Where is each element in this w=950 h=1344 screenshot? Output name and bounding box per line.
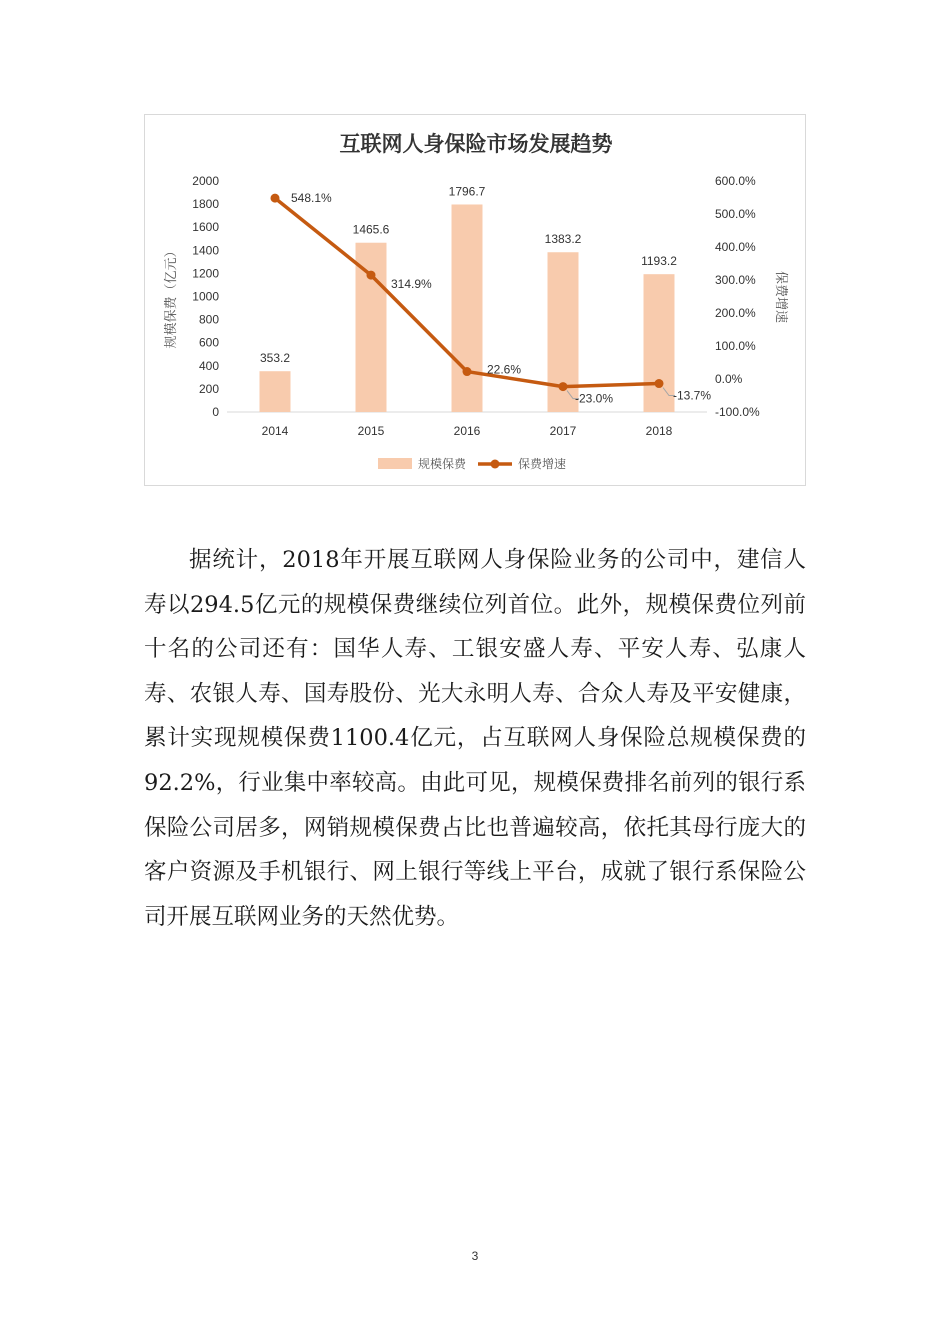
y2-tick-label: 100.0% — [715, 339, 756, 353]
legend-line-marker — [491, 460, 500, 469]
line-data-label: -13.7% — [673, 388, 712, 403]
line-data-label: 22.6% — [487, 362, 522, 377]
y-tick-label: 400 — [198, 358, 219, 373]
bar-data-label: 353.2 — [259, 351, 291, 366]
bar-data-label: 1193.2 — [641, 254, 677, 269]
y2-tick-label: 0.0% — [715, 372, 743, 386]
legend-bar-swatch — [378, 458, 412, 469]
x-tick-label: 2016 — [453, 424, 481, 438]
y-tick-label: 1200 — [192, 266, 219, 281]
chart-container — [144, 114, 806, 486]
growth-marker — [367, 271, 376, 280]
y-tick-label: 2000 — [192, 174, 219, 188]
bar — [644, 274, 675, 412]
y2-tick-label: 600.0% — [715, 174, 756, 188]
y2-tick-label: 400.0% — [715, 240, 756, 254]
body-paragraph: 据统计，2018年开展互联网人身保险业务的公司中，建信人寿以294.5亿元的规模保费继续位列首位。此外，规模保费位列前十名的公司还有：国华人寿、工银安盛人寿、平安人寿、弘康人寿、农银人寿、国寿股份、光大永明人寿、合众人寿及平安健康，累计实现规模保费1100.4亿元，占互联网人身保险总规模保费的92.2%，行业集中率较高。由此可见，规模保费排名前列的银行系保险公司居多，网销规模保费占比也普遍较高，依托其母行庞大的客户资源及手机银行、网上银行等线上平台，成就了银行系保险公司开展互联网业务的天然优势。 — [144, 547, 806, 930]
x-tick-label: 2014 — [261, 424, 289, 438]
line-data-label: -23.0% — [575, 391, 614, 406]
x-tick-label: 2017 — [549, 424, 577, 438]
y2-tick-label: 300.0% — [715, 273, 756, 287]
bar-data-label: 1383.2 — [544, 232, 582, 247]
chart-title: 互联网人身保险市场发展趋势 — [339, 132, 613, 156]
x-tick-label: 2015 — [357, 424, 385, 438]
legend-line-label: 保费增速 — [518, 457, 567, 471]
y-tick-label: 200 — [198, 381, 219, 396]
growth-marker — [463, 367, 472, 376]
y2-tick-label: 200.0% — [715, 306, 756, 320]
y2-tick-label: -100.0% — [715, 405, 760, 419]
bar-data-label: 1796.7 — [448, 184, 486, 199]
bar — [260, 371, 291, 412]
growth-marker — [559, 382, 568, 391]
growth-marker — [271, 194, 280, 203]
y-axis-title: 规模保费（亿元） — [164, 244, 179, 349]
legend-bar-label: 规模保费 — [418, 457, 467, 471]
y2-axis-title: 保费增速 — [773, 270, 788, 324]
page-number: 3 — [471, 1249, 479, 1263]
x-tick-label: 2018 — [645, 424, 673, 438]
growth-marker — [655, 379, 664, 388]
y2-tick-label: 500.0% — [715, 207, 756, 221]
y-tick-label: 1800 — [192, 197, 219, 212]
y-tick-label: 0 — [212, 405, 219, 419]
bar — [452, 204, 483, 412]
line-data-label: 548.1% — [291, 191, 332, 206]
combo-chart — [145, 115, 807, 487]
y-tick-label: 1000 — [192, 289, 219, 304]
line-data-label: 314.9% — [391, 277, 432, 292]
y-tick-label: 1600 — [192, 220, 219, 235]
y-tick-label: 800 — [198, 312, 219, 327]
y-tick-label: 600 — [198, 335, 219, 350]
bar-data-label: 1465.6 — [352, 222, 390, 237]
y-tick-label: 1400 — [192, 243, 219, 258]
